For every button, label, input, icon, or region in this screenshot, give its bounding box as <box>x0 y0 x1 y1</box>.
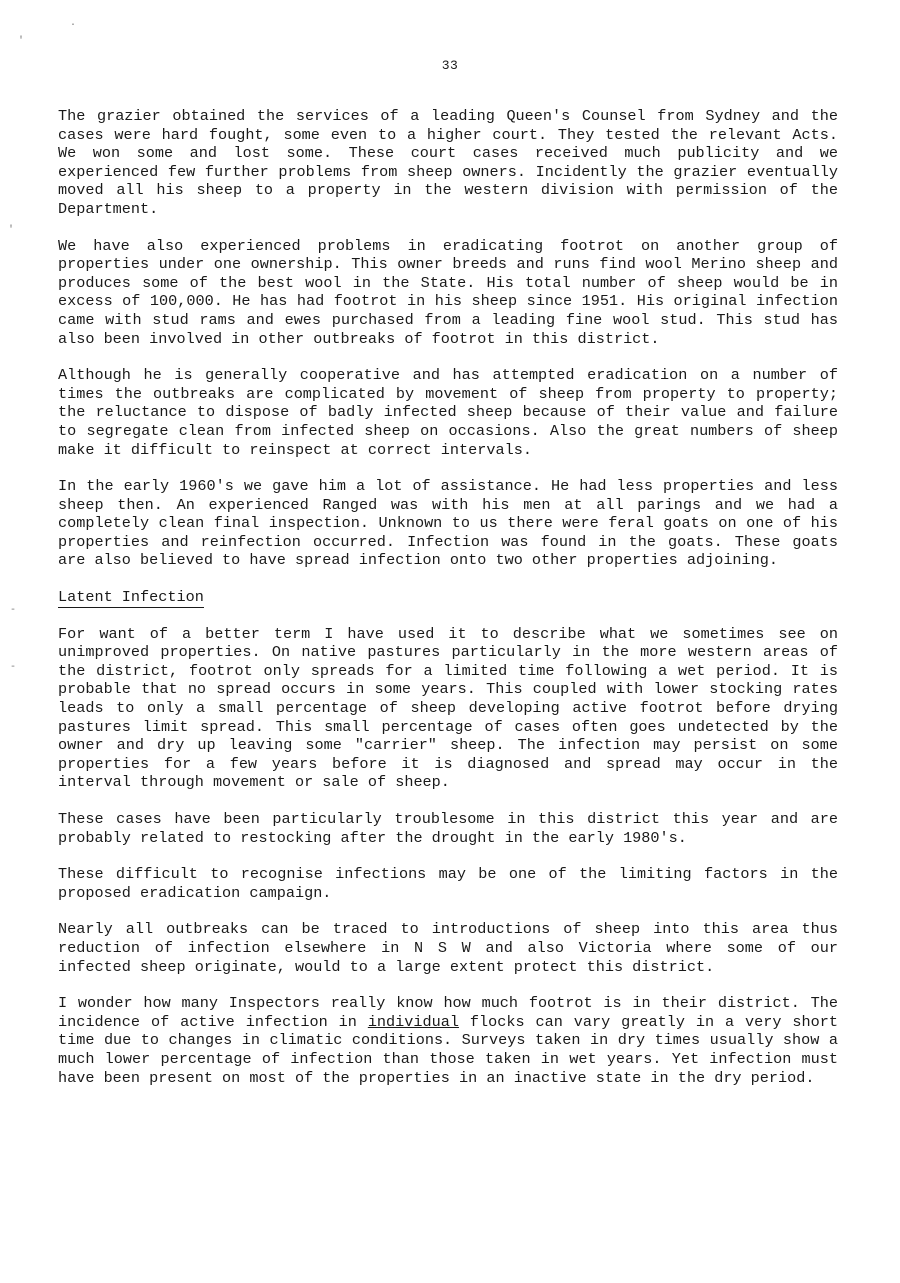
scan-speck: - <box>10 662 17 673</box>
section-heading <box>58 588 838 607</box>
section-heading-text: Latent Infection <box>58 588 204 607</box>
paragraph-limiting-factors: These difficult to recognise infections may be one of the limiting factors in the proposed eradication campaign. <box>58 865 838 902</box>
scan-speck: ' <box>18 36 25 47</box>
scan-speck: - <box>10 605 17 616</box>
document-body <box>58 107 838 1105</box>
underlined-word: individual <box>367 1012 459 1031</box>
inspectors-text-before: I wonder how many Inspectors really know how much footrot is in their district. The incidence of active infection in <box>58 994 838 1031</box>
paragraph-latent-infection: For want of a better term I have used it to describe what we sometimes see on unimproved properties. On native pastures particularly in the more western areas of the district, footrot only spreads for a limited time following a wet period. It is probable that no spread occurs in some years. This coupled with lower stocking rates leads to only a small percentage of sheep developing active footrot before drying pastures limit spread. This small percentage of cases often goes undetected by the owner and dry up leaving some "carrier" sheep. The infection may persist on some properties for a few years before it is diagnosed and spread may occur in the interval through movement or sale of sheep. <box>58 624 838 792</box>
page-number: 33 <box>441 58 459 73</box>
paragraph-inspectors <box>58 994 838 1087</box>
paragraph-introductions: Nearly all outbreaks can be traced to introductions of sheep into this area thus reduction of infection elsewhere in N S W and also Victoria where some of our infected sheep originate, would to a large extent protect this district. <box>58 920 838 976</box>
inspectors-text-after: flocks can vary greatly in a very short time due to changes in climatic conditions. Surveys taken in dry times usually show a much lower percentage of infection than those taken in wet years. Yet infection must have been present on most of the properties in an inactive state in the dry period. <box>58 1012 838 1087</box>
paragraph-merino-owner: We have also experienced problems in eradicating footrot on another group of properties under one ownership. This owner breeds and runs find wool Merino sheep and produces some of the best wool in the State. His total number of sheep would be in excess of 100,000. He has had footrot in his sheep since 1951. His original infection came with stud rams and ewes purchased from a leading fine wool stud. This stud has also been involved in other outbreaks of footrot in this district. <box>58 236 838 348</box>
paragraph-grazier-court-cases: The grazier obtained the services of a leading Queen's Counsel from Sydney and the cases were hard fought, some even to a higher court. They tested the relevant Acts. We won some and lost some. These court cases received much publicity and we experienced few further problems from sheep owners. Incidently the grazier eventually moved all his sheep to a property in the western division with permission of the Department. <box>58 107 838 218</box>
paragraph-restocking: These cases have been particularly troublesome in this district this year and are probably related to restocking after the drought in the early 1980's. <box>58 810 838 847</box>
paragraph-eradication-complications: Although he is generally cooperative and has attempted eradication on a number of times the outbreaks are complicated by movement of sheep from property to property; the reluctance to dispose of badly infected sheep because of their value and failure to segregate clean from infected sheep on occasions. Also the great numbers of sheep make it difficult to reinspect at correct intervals. <box>58 366 838 459</box>
paragraph-feral-goats: In the early 1960's we gave him a lot of assistance. He had less properties and less sheep then. An experienced Ranged was with his men at all parings and we had a completely clean final inspection. Unknown to us there were feral goats on one of his properties and reinfection occurred. Infection was found in the goats. These goats are also believed to have spread infection onto two other properties adjoining. <box>58 477 838 570</box>
scan-speck: . <box>70 18 77 29</box>
scan-speck: ' <box>8 225 15 236</box>
